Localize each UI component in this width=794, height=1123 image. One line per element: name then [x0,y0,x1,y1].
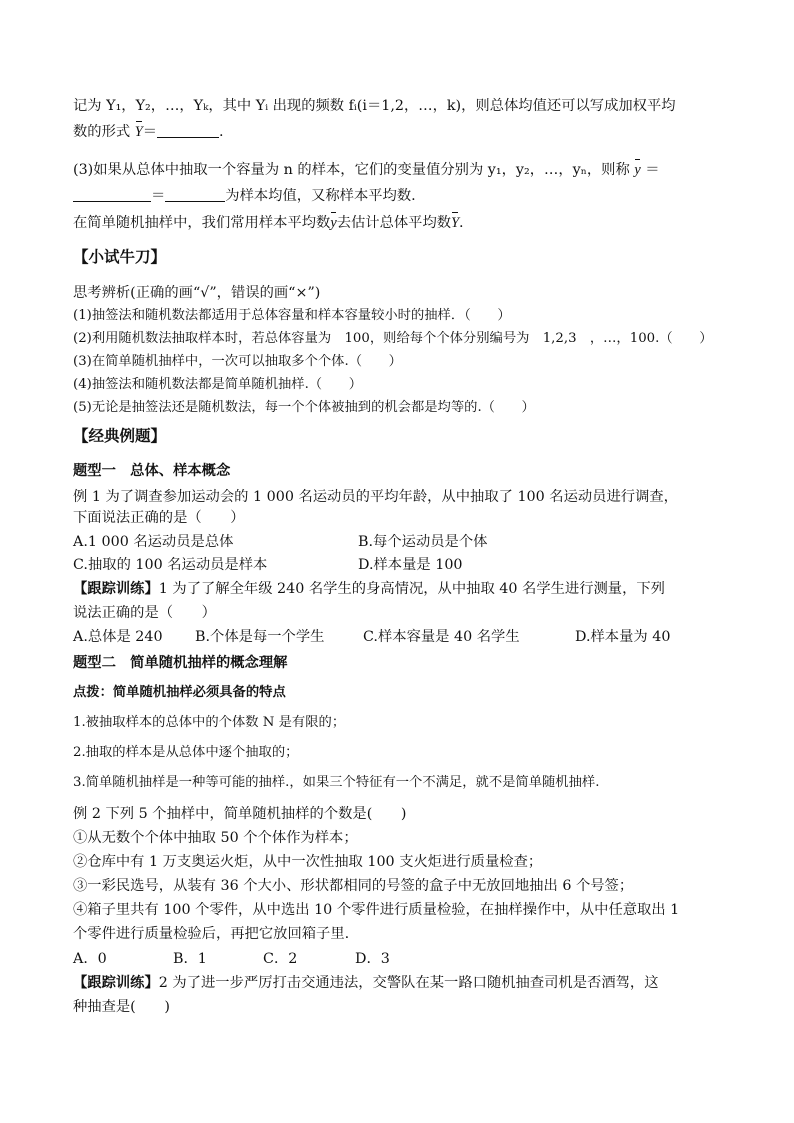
intro-line-5 [73,213,464,233]
sample-mean-symbol: y [634,162,641,178]
example1-line-2: 下面说法正确的是（ ） [73,510,245,526]
tip-item-2: 2.抽取的样本是从总体中逐个抽取的； [73,745,299,760]
judgement-item-1: (1)抽签法和随机数法都适用于总体容量和样本容量较小时的抽样．（ ） [73,308,511,323]
fill-blank [157,123,219,138]
intro-line-5-mid: 去估计总体平均数 [336,215,452,231]
intro-line-5-text: 在简单随机抽样中，我们常用样本平均数 [73,215,331,231]
track1-text: 1 为了了解全年级 240 名学生的身高情况，从中抽取 40 名学生进行测量，下列 [158,581,665,597]
option-c: C.抽取的 100 名运动员是样本 [73,557,268,573]
track2-text: 2 为了进一步严厉打击交通违法，交警队在某一路口随机抽查司机是否酒驾，这 [158,975,659,991]
option-d: D.样本量是 100 [358,557,463,573]
option-d: D．3 [355,951,390,967]
section-heading-try: 【小试牛刀】 [73,247,167,266]
population-mean-symbol: Y [134,124,143,140]
option-a: A．0 [73,951,107,967]
example2-title: 例 2 下列 5 个抽样中，简单随机抽样的个数是( ) [73,806,407,822]
sample-mean-symbol: y [330,215,337,231]
example2-item-1: ①从无数个个体中抽取 50 个个体作为样本； [73,830,358,846]
intro-line-4 [73,186,416,206]
option-d: D.样本量为 40 [575,629,671,645]
option-c: C．2 [263,951,298,967]
example2-item-4: ④箱子里共有 100 个零件，从中选出 10 个零件进行质量检验，在抽样操作中，从中任意取出 1 [73,902,680,918]
option-a: A.总体是 240 [73,629,163,645]
track2-line-1 [73,973,659,993]
judgement-item-3: (3)在简单随机抽样中，一次可以抽取多个个体.（ ） [73,354,402,369]
example2-item-3: ③一彩民选号，从装有 36 个大小、形状都相同的号签的盒子中无放回地抽出 6 个号签； [73,878,634,894]
intro-line-2 [73,122,224,142]
equals-sign: ＝ [640,162,660,178]
judgement-item-4: (4)抽签法和随机数法都是简单随机抽样.（ ） [73,377,362,392]
intro-line-3-text: (3)如果从总体中抽取一个容量为 n 的样本，它们的变量值分别为 y₁，y₂，…，yₙ，则称 [73,162,635,178]
type1-title: 题型一 总体、样本概念 [73,463,231,479]
option-c: C.样本容量是 40 名学生 [363,629,520,645]
intro-line-3 [73,160,660,180]
type2-title: 题型二 简单随机抽样的概念理解 [73,655,288,671]
option-a: A.1 000 名运动员是总体 [73,534,234,550]
option-b: B．1 [173,951,207,967]
intro-line-1: 记为 Y₁，Y₂，…，Yₖ，其中 Yᵢ 出现的频数 fᵢ(i＝1,2，…，k)，则总体均值还可以写成加权平均 [73,98,676,114]
judgement-item-2: (2)利用随机数法抽取样本时，若总体容量为 100，则给每个个体分别编号为 1,2,3 ，…，100.（ ） [73,331,713,346]
population-mean-symbol: Y [451,215,460,231]
example2-item-2: ②仓库中有 1 万支奥运火炬，从中一次性抽取 100 支火炬进行质量检查； [73,854,543,870]
track-tag: 【跟踪训练】 [73,975,159,991]
intro-line-4-text: 为样本均值，又称样本平均数. [225,188,416,204]
equals-sign: ＝ [151,188,166,204]
period: . [218,124,224,140]
example1-line-1: 例 1 为了调查参加运动会的 1 000 名运动员的平均年龄，从中抽取了 100 名运动员进行调查， [73,489,678,505]
tip-item-3: 3.简单随机抽样是一种等可能的抽样.，如果三个特征有一个不满足，就不是简单随机抽样. [73,775,600,790]
judgement-item-5: (5)无论是抽签法还是随机数法，每一个个体被抽到的机会都是均等的.（ ） [73,400,535,415]
track-tag: 【跟踪训练】 [73,581,159,597]
track1-line-2: 说法正确的是（ ） [73,605,216,621]
tip-title: 点拨：简单随机抽样必须具备的特点 [73,685,286,700]
track2-line-2: 种抽查是( ) [73,999,170,1015]
fill-blank [165,187,225,202]
intro-line-2-text: 数的形式 [73,124,135,140]
example2-item-4-cont: 个零件进行质量检验后，再把它放回箱子里. [73,926,350,942]
period: . [459,215,464,231]
section-heading-examples: 【经典例题】 [73,426,167,445]
track1-line-1 [73,579,665,599]
option-b: B.个体是每一个学生 [195,629,325,645]
fill-blank [73,187,151,202]
option-b: B.每个运动员是个体 [358,534,488,550]
tip-item-1: 1.被抽取样本的总体中的个体数 N 是有限的； [73,715,346,730]
equals-sign: ＝ [142,124,157,140]
judgement-prompt: 思考辨析(正确的画“√”，错误的画“×”) [73,285,321,301]
